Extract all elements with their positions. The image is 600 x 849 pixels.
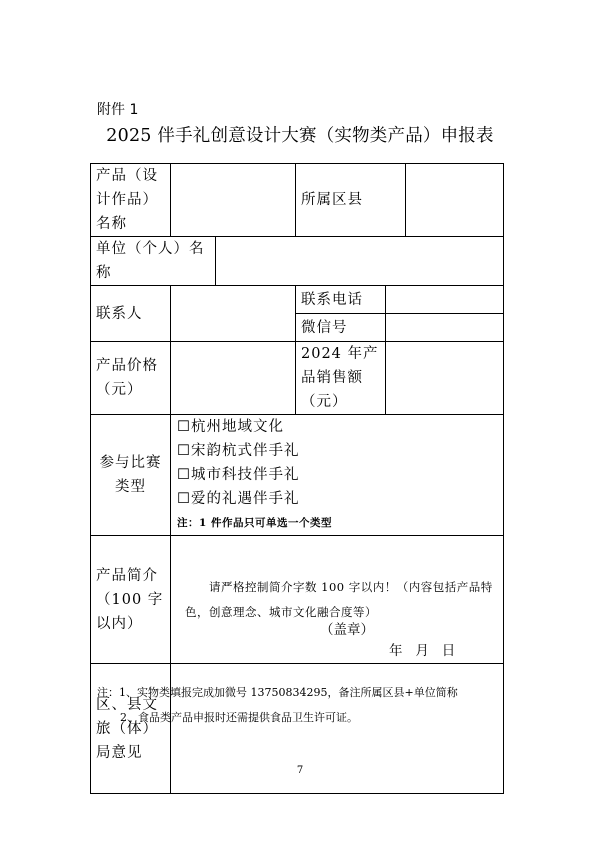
option-love-gift[interactable]: ☐爱的礼遇伴手礼 <box>177 491 300 507</box>
sales-value[interactable] <box>386 342 504 415</box>
phone-value[interactable] <box>386 286 504 314</box>
sales-label: 2024 年产品销售额（元） <box>296 342 386 415</box>
date-line: 年 月 日 <box>389 643 456 659</box>
price-value[interactable] <box>171 342 296 415</box>
category-options <box>171 415 504 536</box>
wechat-value[interactable] <box>386 314 504 342</box>
intro-hint: 请严格控制简介字数 100 字以内！（内容包括产品特色，创意理念、城市文化融合度等） <box>185 579 493 619</box>
stamp-text: （盖章） <box>320 622 374 638</box>
phone-label: 联系电话 <box>296 286 386 314</box>
page-number: 7 <box>296 765 304 776</box>
unit-label: 单位（个人）名称 <box>91 237 216 286</box>
category-note: 注：1 件作品只可单选一个类型 <box>177 517 332 529</box>
option-hangzhou-culture[interactable]: ☐杭州地域文化 <box>177 419 284 435</box>
option-songyun[interactable]: ☐宋韵杭式伴手礼 <box>177 443 300 459</box>
option-city-tech[interactable]: ☐城市科技伴手礼 <box>177 467 300 483</box>
district-value[interactable] <box>406 164 504 237</box>
form-title: 2025 伴手礼创意设计大赛（实物类产品）申报表 <box>106 126 494 146</box>
opinion-label: 区、县文旅（体）局意见 <box>91 664 171 794</box>
contact-value[interactable] <box>171 286 296 342</box>
unit-value[interactable] <box>216 237 504 286</box>
attachment-label: 附件 1 <box>97 102 139 118</box>
product-name-value[interactable] <box>171 164 296 237</box>
district-label: 所属区县 <box>296 164 406 237</box>
contact-label: 联系人 <box>91 286 171 342</box>
intro-label: 产品简介（100 字以内） <box>91 536 171 664</box>
notes <box>97 680 458 730</box>
note-2: 2、食品类产品申报时还需提供食品卫生许可证。 <box>120 711 358 724</box>
wechat-label: 微信号 <box>296 314 386 342</box>
price-label: 产品价格（元） <box>91 342 171 415</box>
note-1: 注：1、实物类填报完成加微号 13750834295，备注所属区县+单位简称 <box>97 686 458 699</box>
category-label: 参与比赛类型 <box>91 415 171 536</box>
product-name-label: 产品（设计作品）名称 <box>91 164 171 237</box>
